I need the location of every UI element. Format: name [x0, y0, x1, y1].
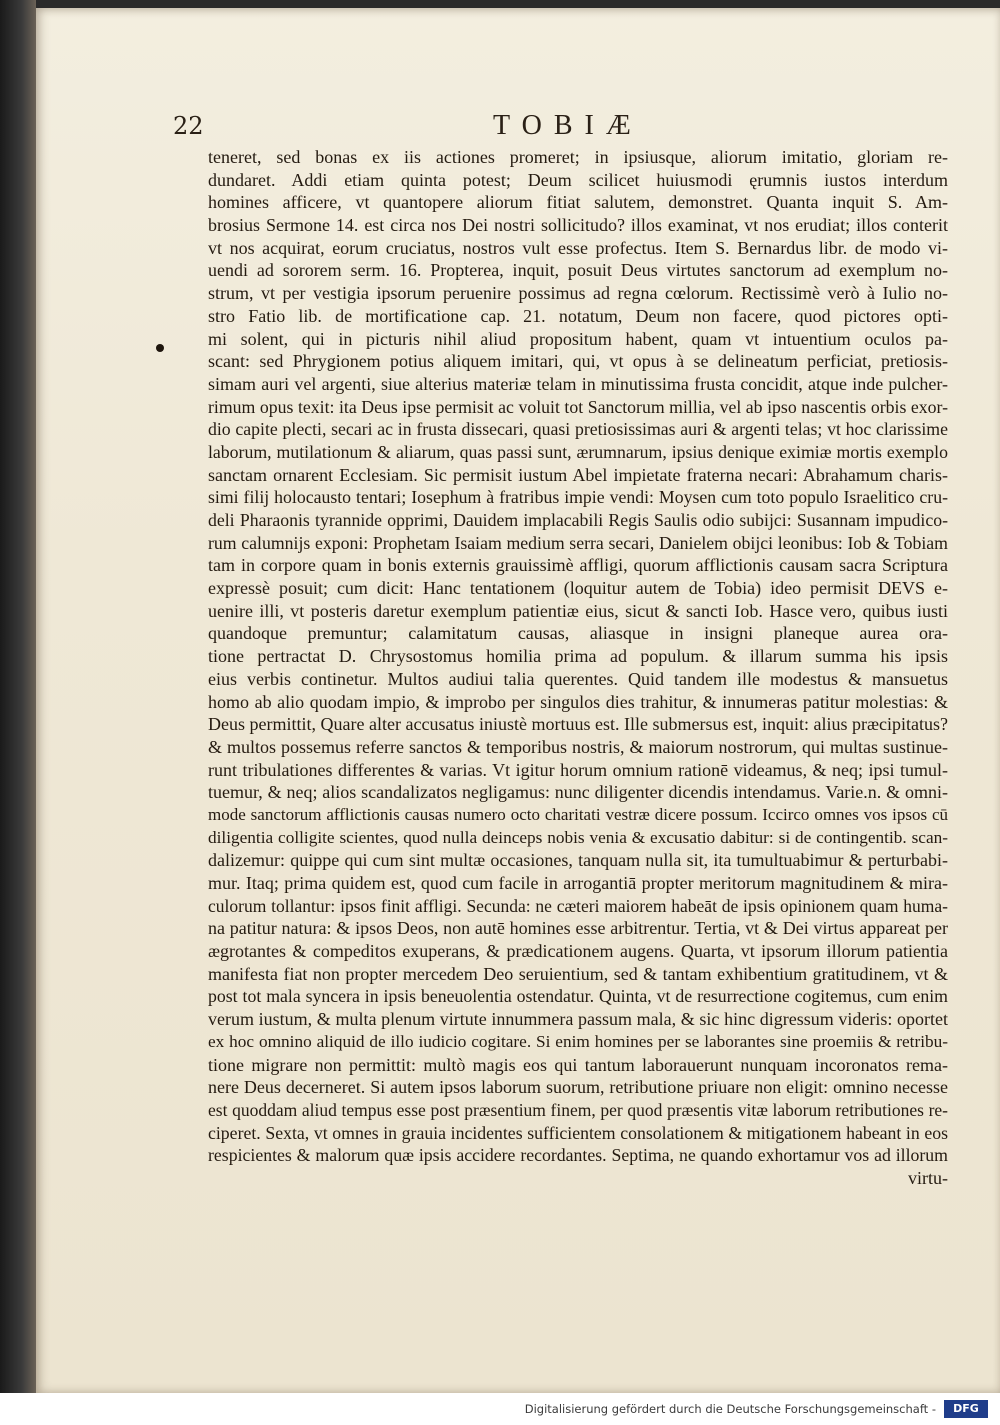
- text-line: & multos possemus referre sanctos & temporibus nostris, & maiorum nostrorum, qui multas sustinue-: [208, 736, 948, 757]
- text-line: vt nos acquirat, eorum cruciatus, nostros vult esse profectus. Item S. Bernardus libr. de modo vi-: [208, 237, 948, 258]
- footer-bar: [0, 1393, 1000, 1425]
- text-line: verum iustum, & multa plenum virtute innummera passum mala, & sic hinc digressum videris: oportet: [208, 1009, 948, 1030]
- running-title: TOBIÆ: [493, 110, 643, 141]
- text-line: nere Deus decerneret. Si autem ipsos laborum suorum, retributione priuare non eligit: omnino necesse: [208, 1077, 948, 1098]
- text-line: Deus permittit, Quare alter accusatus iniustè mortuus est. Ille submersus est, inquit: alius præcipitatus?: [208, 714, 948, 735]
- text-line: diligentia colligite scientes, quod nulla deinceps nobis venia & excusatio dabitur: si de contingentib. scan-: [208, 827, 948, 847]
- text-line: dalizemur: quippe qui cum sint multæ occasiones, tanquam nulla sit, ita tumultuabimur & perturbabi-: [208, 850, 948, 871]
- scan-border: [0, 0, 36, 1425]
- text-line: strum, vt per vestigia ipsorum peruenire possimus ad regna cœlorum. Rectissimè verò à Iulio no-: [208, 283, 948, 304]
- text-line: respicientes & malorum quæ ipsis accidere recordantes. Septima, ne quando exhortamur vos ad illorum: [208, 1145, 948, 1166]
- text-line: dio capite plecti, secari ac in frusta dissecari, quasi pretiosissimas auri & argenti telas; vt hoc clarissime: [208, 419, 948, 440]
- catchword: virtu-: [908, 1167, 948, 1188]
- text-line: rimum opus texit: ita Deus ipse permisit ac voluit tot Sanctorum millia, vel ab ipso nascentis orbis exor-: [208, 396, 948, 417]
- text-line: quandoque premuntur; calamitatum causas, aliasque in insigni planeque aurea ora-: [208, 623, 948, 644]
- text-line: mode sanctorum afflictionis causas numero octo charitati vestræ dicere possum. Iccirco omnes vos ipsos cū: [208, 804, 948, 824]
- text-line: homines afficere, vt quantopere aliorum fitiat salutem, demonstret. Quanta inquit S. Am-: [208, 192, 948, 213]
- text-line: tione migrare non permittit: multò magis eos qui tantum laborauerunt nunquam incoronatos rema-: [208, 1054, 948, 1075]
- text-line: sanctam ornarent Ecclesiam. Sic permisit iustum Abel impietate fraterna necari: Abrahamum charis-: [208, 464, 948, 485]
- text-line: homo ab alio quodam impio, & improbo per singulos dies trahitur, & innumeras patitur molestias: &: [208, 691, 948, 712]
- text-line: tam in corpore quam in bonis externis grauissimè affligi, quorum afflictionis causam sacra Scriptura: [208, 555, 948, 576]
- text-line: tione pertractat D. Chrysostomus homilia prima ad populum. & illarum summa his ipsis: [208, 646, 948, 667]
- text-line: mi solent, qui in picturis nihil aliud propositum habent, quam vt intuentium oculos pa-: [208, 328, 948, 349]
- text-line: deli Pharaonis tyrannide opprimi, Dauidem implacabili Regis Saulis odio subijci: Susannam impudico-: [208, 510, 948, 530]
- text-line: culorum tollantur: ipsos finit affligi. Secunda: ne cæteri maiorem habeāt de ipsis opinionem quam huma-: [208, 895, 948, 916]
- text-line: manifesta fiat non propter mercedem Deo seruientium, sed & tantam exhibentium gratitudinem, vt &: [208, 963, 948, 984]
- dfg-logo: DFG: [944, 1400, 988, 1418]
- text-line: post tot mala syncera in ipsis beneuolentia ostendatur. Quinta, vt de resurrectione cogitemus, cum enim: [208, 986, 948, 1007]
- running-head: [173, 110, 953, 146]
- footer-credit: Digitalisierung gefördert durch die Deutsche Forschungsgemeinschaft -: [524, 1402, 936, 1416]
- page-number: 22: [173, 112, 204, 140]
- text-line: stro Fatio lib. de mortificatione cap. 21. notatum, Deum non facere, quod pictores opti-: [208, 305, 948, 326]
- margin-mark: [156, 344, 164, 352]
- text-line: ex hoc omnino aliquid de illo iudicio cogitare. Si enim homines per se laborantes sine proemiis & retribu-: [208, 1031, 948, 1051]
- text-line: na patitur natura: & ipsos Deos, non autē homines esse arbitrentur. Tertia, vt & Dei virtus appareat per: [208, 918, 948, 939]
- text-line: dundaret. Addi etiam quinta potest; Deum scilicet huiusmodi ęrumnis iustos interdum: [208, 169, 948, 190]
- text-line: est quoddam aliud tempus esse post præsentium finem, per quod præsentis vitæ laborum retributiones re-: [208, 1099, 948, 1120]
- text-line: uendi ad sororem serm. 16. Propterea, inquit, posuit Deus virtutes sanctorum ad exemplum no-: [208, 260, 948, 281]
- text-line: runt tribulationes differentes & varias. Vt igitur horum omnium rationē videamus, & neq; ipsi tumul-: [208, 759, 948, 780]
- text-line: expressè posuit; cum dicit: Hanc tentationem (loquitur autem de Tobia) ideo permisit DEVS e-: [208, 578, 948, 599]
- text-line: ægrotantes & compeditos exuperans, & prædicationem augens. Quarta, vt ipsorum illorum patientia: [208, 941, 948, 962]
- text-line: rum calumnijs exponi: Prophetam Isaiam medium serra secari, Danielem obijci leonibus: Iob & Tobiam: [208, 532, 948, 553]
- text-line: teneret, sed bonas ex iis actiones promeret; in ipsiusque, aliorum imitatio, gloriam re-: [208, 147, 948, 167]
- text-line: tuemur, & neq; alios scandalizatos negligamus: nunc diligenter dicendis intendamus. Varie.n. & omni-: [208, 782, 948, 803]
- text-line: simi filij holocausto tentari; Iosephum à fratribus impie vendi: Moysen cum toto populo Israelitico cru-: [208, 487, 948, 508]
- text-line: ciperet. Sexta, vt omnes in grauia incidentes sufficientem consolationem & mitigationem habeant in eos: [208, 1122, 948, 1143]
- text-line: uenire illi, vt posteris daretur exemplum patientiæ eius, sicut & sancti Iob. Hasce vero, quibus iusti: [208, 600, 948, 621]
- text-line: simam auri vel argenti, siue alterius materiæ telam in minutissima frusta concidit, atque inde pulcher-: [208, 373, 948, 394]
- text-line: mur. Itaq; prima quidem est, quod cum facile in arrogantiā propter meritorum magnitudinem & mira-: [208, 873, 948, 893]
- text-line: eius verbis continetur. Multos audiui talia querentes. Quid tandem ille modestus & mansuetus: [208, 668, 948, 689]
- text-line: scant: sed Phrygionem potius aliquem imitari, qui, vt opus à se delineatum perficiat, pretiosis-: [208, 351, 948, 372]
- body-text: [208, 146, 948, 1190]
- text-line: brosius Sermone 14. est circa nos Dei nostri sollicitudo? illos examinat, vt nos erudiat; illos conterit: [208, 215, 948, 236]
- text-line: laborum, mutilationum & aliarum, quas passi sunt, ærumnarum, ipsius denique eximiæ mortis exemplo: [208, 441, 948, 462]
